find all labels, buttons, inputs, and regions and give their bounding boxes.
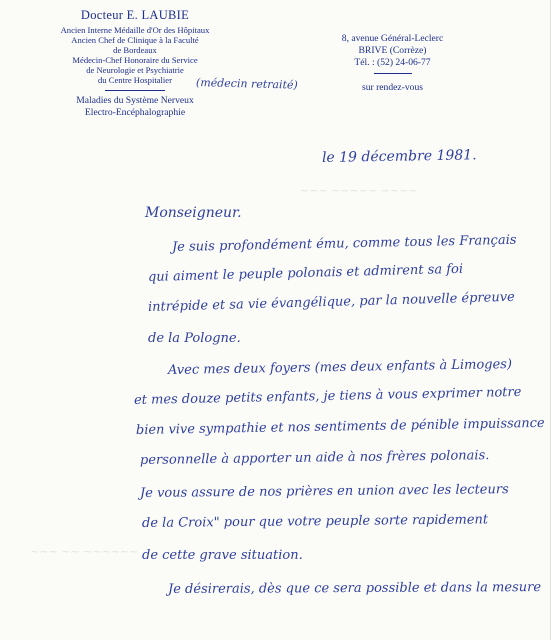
bleed-through-text: ~~~ ~~~~~ ~~~~ [300,184,418,197]
credential-line: du Centre Hospitalier [98,75,172,85]
credential-line: de Neurologie et Psychiatrie [86,65,184,75]
credential-line: Ancien Interne Médaille d'Or des Hôpitaux [60,25,210,35]
bleed-through-text: ~~~ ~~ ~~~~~~ [30,545,139,558]
letterhead-address [330,33,455,94]
address-phone: Tél. : (52) 24-06-77 [354,57,431,68]
address-divider [374,73,412,74]
address-city: BRIVE (Corrèze) [358,45,427,56]
letter-line: et mes douze petits enfants, je tiens à vous exprimer notre [133,384,522,408]
letter-line: Je vous assure de nos prières en union avec les lecteurs [139,482,509,501]
letter-line: Avec mes deux foyers (mes deux enfants à Limoges) [167,356,513,378]
letter-line: personnelle à apporter un aide à nos frères polonais. [139,448,490,468]
doctor-name: Docteur E. LAUBIE [80,8,190,22]
letter-line: Je désirerais, dès que ce sera possible et dans la mesure [167,580,542,597]
letter-line: qui aiment le peuple polonais et admirent sa foi [147,261,464,285]
letter-line: de la Pologne. [148,331,241,346]
letter-salutation: Monseigneur. [145,205,242,221]
letter-line: bien vive sympathie et nos sentiments de pénible impuissance [135,415,545,438]
credential-line: Médecin-Chef Honoraire du Service [72,55,198,65]
retired-annotation: (médecin retraité) [195,76,298,92]
letterhead-left [40,8,230,119]
credential-line: de Bordeaux [113,45,157,55]
letter-line: Je suis profondément ému, comme tous les Français [171,232,517,255]
letter-line: de la Croix" pour que votre peuple sorte rapidement [141,512,489,531]
letter-line: intrépide et sa vie évangélique, par la nouvelle épreuve [147,289,515,315]
specialty-line: Maladies du Système Nerveux [76,95,194,106]
header-divider [105,90,165,91]
letter-date: le 19 décembre 1981. [321,147,477,166]
letter-line: de cette grave situation. [142,548,303,563]
specialty-line: Electro-Encéphalographie [84,107,186,118]
address-street: 8, avenue Général-Leclerc [341,33,444,44]
appointment-note: sur rendez-vous [361,82,423,93]
credential-line: Ancien Chef de Clinique à la Faculté [71,35,199,45]
